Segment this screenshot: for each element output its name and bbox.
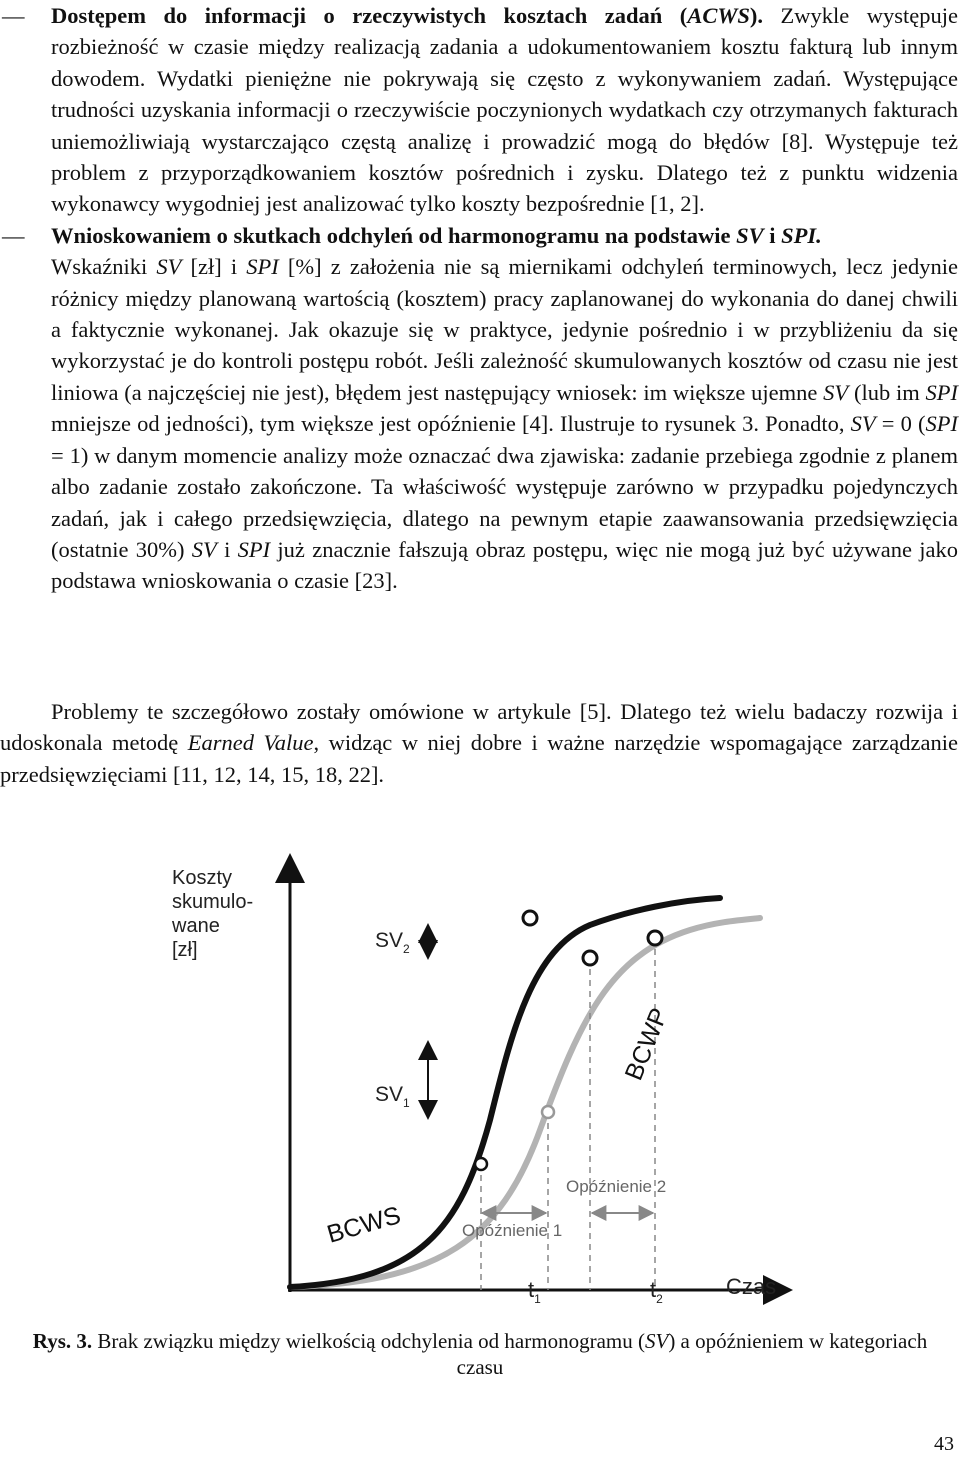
- bcws-point-1: [475, 1158, 487, 1170]
- list-item-sv-spi: [0, 220, 958, 597]
- body-paragraph: Problemy te szczegółowo zostały omówione w artykule [5]. Dlatego też wielu badaczy rozwija i udoskonala metodę Earned Value, widząc w niej dobre i ważne narzędzie wspomagające zarządzanie przedsięwzięciami [11, 12, 14, 15, 18, 22].: [0, 699, 958, 787]
- series-label-bcwp: BCWP: [619, 1004, 674, 1085]
- item-heading: Wnioskowaniem o skutkach odchyleń od harmonogramu na podstawie SV i SPI.: [51, 222, 822, 248]
- bcwp-point-2: [648, 931, 662, 945]
- list-dash: —: [2, 3, 25, 28]
- tick-t2: $t_2$: [650, 1277, 663, 1306]
- y-axis-label: [171, 867, 259, 961]
- y-label-line: skumulo-: [172, 891, 254, 913]
- y-label-line: wane: [172, 915, 220, 937]
- tick-t1: $t_1$: [528, 1277, 541, 1306]
- bcws-point-2: [583, 951, 597, 965]
- s-curve-chart: [160, 850, 800, 1320]
- sv2-label: $SV_2$: [375, 929, 410, 956]
- item-heading: Dostępem do informacji o rzeczywistych kosztach zadań (ACWS).: [51, 3, 763, 28]
- list-item-acws: [0, 0, 958, 220]
- bullet-list: [0, 0, 958, 597]
- item-text: Zwykle występuje rozbieżność w czasie między realizacją zadania a udokumentowaniem kosztu fakturą lub innym dowodem. Wydatki pieniężne nie pokrywają się często z wykonywaniem zadań. Występujące trudności uzyskania informacji o rzeczywiście poczynionych wydatkach czy otrzymanych fakturach uniemożliwiają wystarczająco częstą analizę i prowadzić mogą do błędów [8]. Występuje też problem z przyporządkowaniem kosztów pośrednich i zysku. Dlatego też z punktu widzenia wykonawcy wygodniej jest analizować tylko koszty bezpośrednie [1, 2].: [51, 3, 958, 217]
- y-label-line: [zł]: [172, 939, 198, 961]
- y-label-line: Koszty: [172, 867, 233, 889]
- list-dash: —: [2, 222, 25, 248]
- item-text: Wskaźniki SV [zł] i SPI [%] z założenia nie są miernikami odchyleń terminowych, lecz jedynie różnicy między planowaną wartością (kosztem) pracy zaplanowanej do wykonania do danej chwili a faktycznie wykonanej. Jak okazuje się w praktyce, jedynie pośrednio i w przybliżeniu da się wykorzystać je do kontroli postępu robót. Jeśli zależność skumulowanych kosztów od czasu nie jest liniowa (a najczęściej nie jest), błędem jest następujący wniosek: im większe ujemne SV (lub im SPI mniejsze od jedności), tym większe jest opóźnienie [4]. Ilustruje to rysunek 3. Ponadto, SV = 0 (SPI = 1) w danym momencie analizy może oznaczać dwa zjawiska: zadanie przebiega zgodnie z planem albo zadanie zostało zakończone. Ta właściwość występuje zarówno w przypadku pojedynczych zadań, jak i całego przedsięwzięcia, dlatego na pewnym etapie zaawansowania przedsięwzięcia (ostatnie 30%) SV i SPI już znacznie fałszują obraz postępu, więc nie mogą już być używane jako podstawa wnioskowania o czasie [23].: [51, 254, 958, 594]
- x-axis-label: Czas: [726, 1274, 777, 1299]
- opoznienie2-label: Opóźnienie 2: [566, 1177, 667, 1196]
- figure-3: [160, 850, 800, 1320]
- series-label-bcws: BCWS: [323, 1201, 404, 1249]
- bcws-point-3: [523, 911, 537, 925]
- page-number: 43: [934, 1433, 954, 1455]
- sv1-label: $SV_1$: [375, 1083, 410, 1110]
- figure-caption: Rys. 3. Brak związku między wielkością odchylenia od harmonogramu (SV) a opóźnieniem w kategoriach czasu: [32, 1329, 928, 1379]
- bcwp-point-1: [542, 1106, 554, 1118]
- opoznienie1-label: Opóźnienie 1: [462, 1221, 563, 1240]
